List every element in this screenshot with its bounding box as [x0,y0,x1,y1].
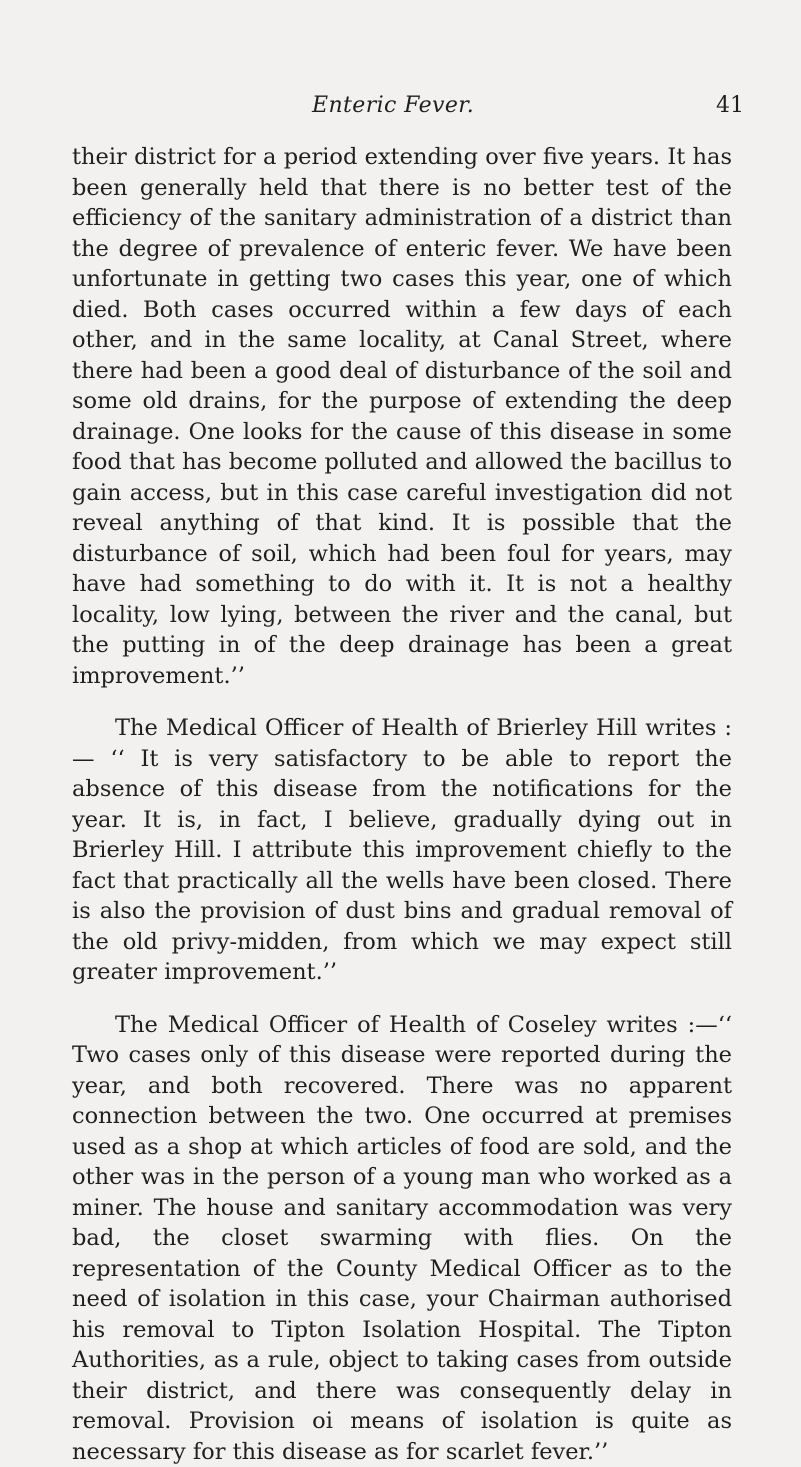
paragraph-continued: their district for a period extending over five years. It has been generally held that there is no better test of the efficiency of the sanitary administration of a district than the degree of prevalence of enteric fever. We have been unfortunate in getting two cases this year, one of which died. Both cases occurred within a few days of each other, and in the same locality, at Canal Street, where there had been a good deal of disturbance of the soil and some old drains, for the purpose of extending the deep drainage. One looks for the cause of this disease in some food that has become polluted and allowed the bacillus to gain access, but in this case careful investigation did not reveal anything of that kind. It is possible that the disturbance of soil, which had been foul for years, may have had something to do with it. It is not a healthy locality, low lying, between the river and the canal, but the putting in of the deep drainage has been a great improvement.’’ [72,142,732,691]
running-head [0,93,801,123]
paragraph-brierley-hill: The Medical Officer of Health of Brierley Hill writes :— ‘‘ It is very satisfactory to be able to report the absence of this disease from the notifications for the year. It is, in fact, I believe, gradually dying out in Brierley Hill. I attribute this improvement chiefly to the fact that practically all the wells have been closed. There is also the provision of dust bins and gradual removal of the old privy-midden, from which we may expect still greater improvement.’’ [72,713,732,988]
paragraph-coseley: The Medical Officer of Health of Coseley writes :—‘‘ Two cases only of this disease were reported during the year, and both recovered. There was no apparent connection between the two. One occurred at premises used as a shop at which articles of food are sold, and the other was in the person of a young man who worked as a miner. The house and sanitary accommodation was very bad, the closet swarming with flies. On the representation of the County Medical Officer as to the need of isolation in this case, your Chairman authorised his removal to Tipton Isolation Hospital. The Tipton Authorities, as a rule, object to taking cases from outside their district, and there was consequently delay in removal. Provision oi means of isolation is quite as necessary for this disease as for scarlet fever.’’ [72,1010,732,1467]
running-title: Enteric Fever. [312,93,474,118]
page-number: 41 [716,93,744,118]
body-text [72,142,732,1467]
